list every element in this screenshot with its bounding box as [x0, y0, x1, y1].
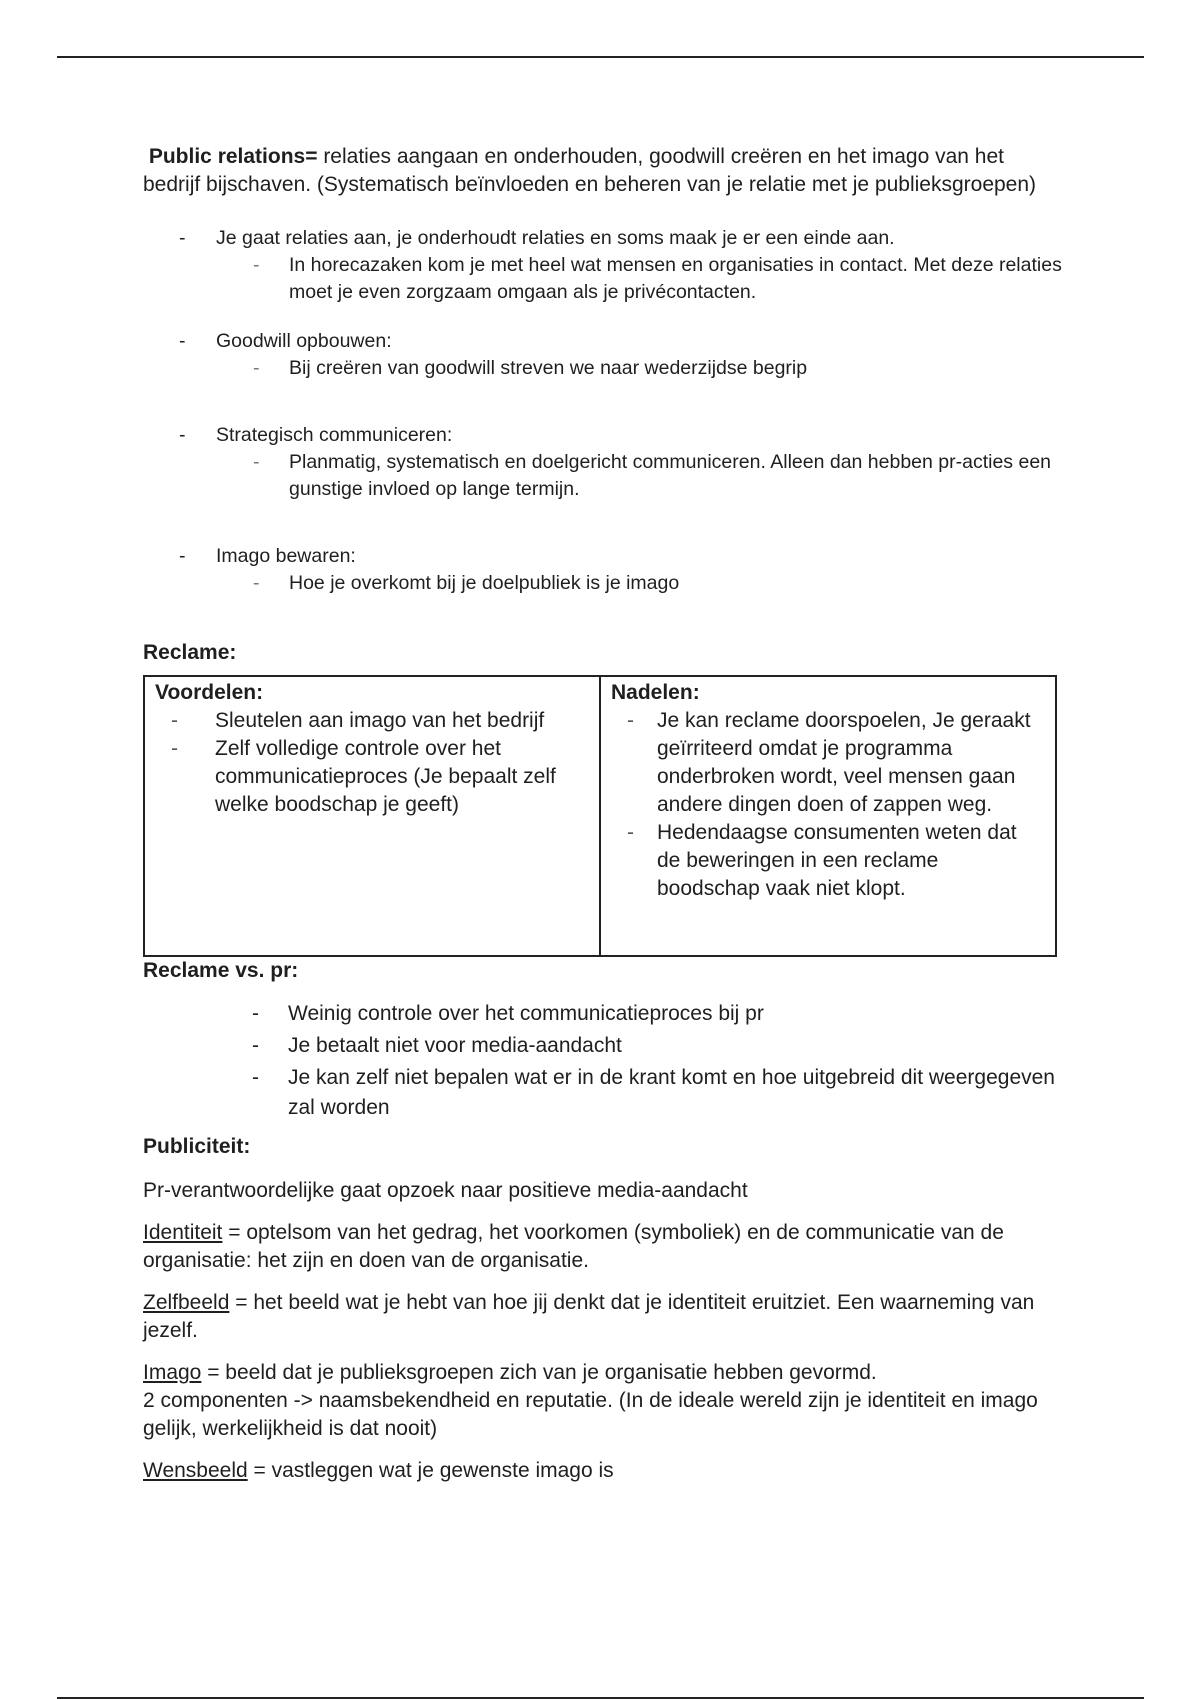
- document-body: [143, 143, 1063, 1499]
- sub-list-item-text: Bij creëren van goodwill streven we naar wederzijdse begrip: [289, 357, 808, 379]
- definition-text-extra: 2 componenten -> naamsbekendheid en reputatie. (In de ideale wereld zijn je identiteit en imago gelijk, werkelijkheid is dat nooit): [143, 1389, 1038, 1440]
- dash-marker: -: [253, 357, 260, 379]
- dash-marker: -: [253, 451, 260, 473]
- pr-points-list: [143, 422, 1063, 503]
- dash-marker: -: [252, 1034, 259, 1057]
- dash-marker: -: [252, 1066, 259, 1089]
- voordelen-header: Voordelen:: [155, 681, 264, 704]
- list-item-text: Je kan reclame doorspoelen, Je geraakt geïrriteerd omdat je programma onderbroken wordt, veel mensen gaan andere dingen doen of zappen weg.: [657, 709, 1031, 816]
- dash-marker: -: [179, 545, 186, 567]
- reclame-table: [143, 675, 1057, 957]
- sub-list-item: [143, 355, 1063, 382]
- sub-list-item-text: Hoe je overkomt bij je doelpubliek is je imago: [289, 572, 680, 594]
- footer-rule: [57, 1697, 1144, 1699]
- dash-marker: -: [171, 737, 178, 760]
- list-item-text: Je gaat relaties aan, je onderhoudt relaties en soms maak je er een einde aan.: [216, 227, 895, 249]
- definition-wensbeeld: [143, 1457, 1063, 1485]
- sub-list-item: [143, 449, 1063, 503]
- publiciteit-heading: Publiciteit:: [143, 1135, 251, 1158]
- list-item-text: Hedendaagse consumenten weten dat de beweringen in een reclame boodschap vaak niet klopt.: [657, 821, 1017, 900]
- definition-term: Wensbeeld: [143, 1459, 248, 1482]
- dash-marker: -: [179, 227, 186, 249]
- table-row: [144, 676, 1056, 956]
- list-item: [143, 328, 1063, 355]
- list-item: [143, 999, 1063, 1029]
- reclame-heading: Reclame:: [143, 641, 237, 664]
- list-item-text: Goodwill opbouwen:: [216, 330, 392, 352]
- list-item: [143, 225, 1063, 252]
- sub-list-item-text: Planmatig, systematisch en doelgericht communiceren. Alleen dan hebben pr-acties een gunstige invloed op lange termijn.: [289, 451, 1052, 500]
- dash-marker: -: [253, 254, 260, 276]
- dash-marker: -: [627, 821, 634, 844]
- pr-points-list: [143, 225, 1063, 306]
- list-item: [143, 1063, 1063, 1123]
- dash-marker: -: [179, 424, 186, 446]
- definition-text: = vastleggen wat je gewenste imago is: [247, 1459, 614, 1482]
- list-item: [143, 543, 1063, 570]
- definition-term: Zelfbeeld: [143, 1291, 230, 1314]
- list-item-text: Imago bewaren:: [216, 545, 356, 567]
- list-item-text: Sleutelen aan imago van het bedrijf: [215, 709, 545, 732]
- list-item: [611, 819, 1045, 903]
- intro-text: relaties aangaan en onderhouden, goodwill creëren en het imago van het bedrijf bijschaven. (Systematisch beïnvloeden en beheren van je relatie met je publieksgroepen): [143, 145, 1037, 196]
- list-item: [155, 735, 589, 819]
- list-item: [143, 422, 1063, 449]
- definition-text: = beeld dat je publieksgroepen zich van je organisatie hebben gevormd.: [201, 1361, 877, 1384]
- publiciteit-text: Pr-verantwoordelijke gaat opzoek naar positieve media-aandacht: [143, 1179, 748, 1202]
- list-item-text: Je betaalt niet voor media-aandacht: [288, 1034, 622, 1057]
- list-item: [143, 1031, 1063, 1061]
- dash-marker: -: [179, 330, 186, 352]
- pr-points-list: [143, 543, 1063, 597]
- dash-marker: -: [627, 709, 634, 732]
- dash-marker: -: [171, 709, 178, 732]
- dash-marker: -: [253, 572, 260, 594]
- definition-text: = optelsom van het gedrag, het voorkomen (symboliek) en de communicatie van de organisatie: het zijn en doen van de organisatie.: [143, 1221, 1004, 1272]
- sub-list-item-text: In horecazaken kom je met heel wat mensen en organisaties in contact. Met deze relaties moet je even zorgzaam omgaan als je privécontacten.: [289, 254, 1062, 303]
- definition-imago: [143, 1359, 1063, 1443]
- nadelen-header: Nadelen:: [611, 681, 700, 704]
- sub-list-item: [143, 252, 1063, 306]
- intro-paragraph: [143, 143, 1063, 199]
- reclame-vs-pr-heading: Reclame vs. pr:: [143, 959, 299, 982]
- list-item-text: Je kan zelf niet bepalen wat er in de krant komt en hoe uitgebreid dit weergegeven zal worden: [288, 1066, 1055, 1119]
- list-item: [155, 707, 589, 735]
- header-rule: [57, 56, 1144, 58]
- definition-text: = het beeld wat je hebt van hoe jij denkt dat je identiteit eruitziet. Een waarneming van jezelf.: [143, 1291, 1035, 1342]
- nadelen-cell: [600, 676, 1056, 956]
- voordelen-cell: [144, 676, 600, 956]
- definition-term: Identiteit: [143, 1221, 223, 1244]
- list-item-text: Zelf volledige controle over het communicatieproces (Je bepaalt zelf welke boodschap je geeft): [215, 737, 556, 816]
- definition-term: Imago: [143, 1361, 202, 1384]
- list-item: [611, 707, 1045, 819]
- sub-list-item: [143, 570, 1063, 597]
- definition-identiteit: [143, 1219, 1063, 1275]
- list-item-text: Weinig controle over het communicatieproces bij pr: [288, 1002, 764, 1025]
- reclame-vs-pr-list: [143, 999, 1063, 1123]
- intro-term: Public relations=: [148, 145, 318, 168]
- pr-points-list: [143, 328, 1063, 382]
- list-item-text: Strategisch communiceren:: [216, 424, 453, 446]
- definition-zelfbeeld: [143, 1289, 1063, 1345]
- dash-marker: -: [252, 1002, 259, 1025]
